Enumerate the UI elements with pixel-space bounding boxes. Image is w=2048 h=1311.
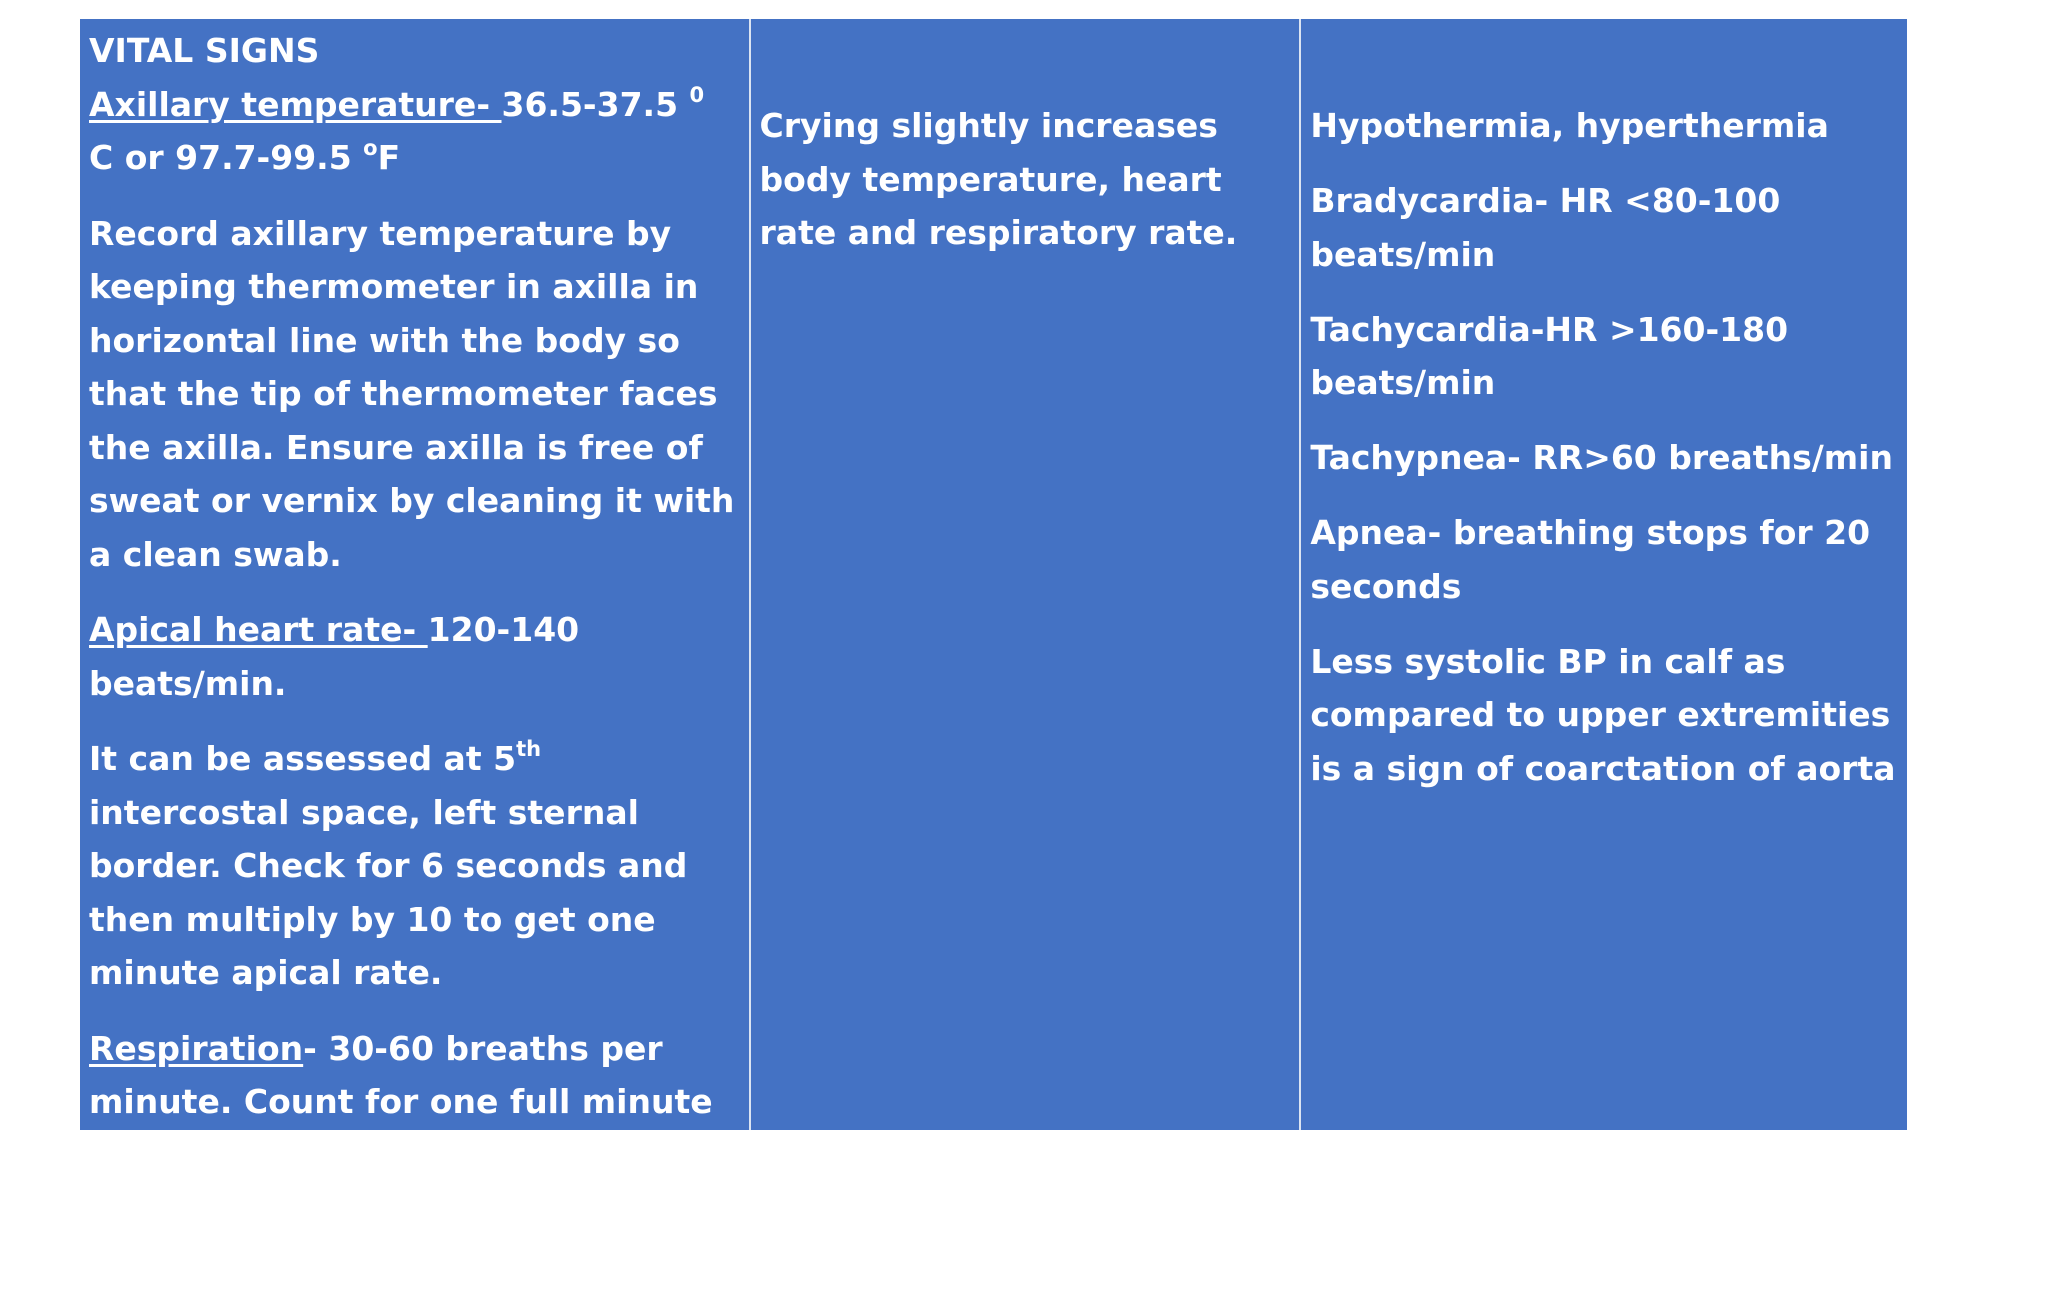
ordinal-superscript: th <box>516 737 541 761</box>
abnormal-finding-item: Less systolic BP in calf as compared to upper extremities is a sign of coarctation of aorta <box>1310 635 1898 796</box>
respiration-paragraph <box>89 1022 740 1236</box>
abnormal-finding-item: Bradycardia- HR <80-100 beats/min <box>1310 174 1898 281</box>
degree-superscript-f: o <box>363 136 377 160</box>
respiration-label: Respiration <box>89 1029 303 1068</box>
apical-heart-rate-paragraph <box>89 603 740 710</box>
blood-pressure-paragraph <box>89 1258 740 1311</box>
apical-heart-rate-note <box>89 732 740 1000</box>
respiration-value: - 30-60 breaths per minute. Count for one full minute when the baby is not crying and breathing quietly. <box>89 1029 713 1229</box>
axillary-temperature-paragraph <box>89 78 740 185</box>
apical-heart-rate-note-b: intercostal space, left sternal border. Check for 6 seconds and then multiply by 10 to get one minute apical rate. <box>89 793 687 993</box>
abnormal-findings-column <box>1301 19 1907 1130</box>
abnormal-finding-item: Tachypnea- RR>60 breaths/min <box>1310 431 1898 485</box>
crying-effects-note: Crying slightly increases body temperature, heart rate and respiratory rate. <box>760 99 1291 260</box>
axillary-temperature-value-b: C or 97.7-99.5 <box>89 138 363 177</box>
apical-heart-rate-note-a: It can be assessed at 5 <box>89 739 516 778</box>
degree-superscript: 0 <box>690 83 705 107</box>
apical-heart-rate-label: Apical heart rate- <box>89 610 428 649</box>
vital-signs-column <box>80 19 749 1130</box>
vital-signs-table <box>80 19 1907 1130</box>
abnormal-finding-item: Apnea- breathing stops for 20 seconds <box>1310 506 1898 613</box>
apical-heart-rate-value: 120-140 beats/min. <box>89 610 579 703</box>
vital-signs-heading: VITAL SIGNS <box>89 24 740 78</box>
axillary-temperature-value-c: F <box>378 138 401 177</box>
abnormal-finding-item: Hypothermia, hyperthermia <box>1310 99 1898 153</box>
axillary-temperature-label: Axillary temperature- <box>89 85 502 124</box>
blood-pressure-value: 65/41 mm of Hg. <box>395 1265 703 1304</box>
abnormal-finding-item: Tachycardia-HR >160-180 beats/min <box>1310 303 1898 410</box>
axillary-temperature-value-a: 36.5-37.5 <box>502 85 690 124</box>
crying-effects-column <box>751 19 1300 1130</box>
blood-pressure-label: Blood pressure- <box>89 1265 395 1304</box>
axillary-temperature-note: Record axillary temperature by keeping thermometer in axilla in horizontal line with the body so that the tip of thermometer faces the axilla. Ensure axilla is free of sweat or vernix by cleaning it with a clean swab. <box>89 207 740 582</box>
